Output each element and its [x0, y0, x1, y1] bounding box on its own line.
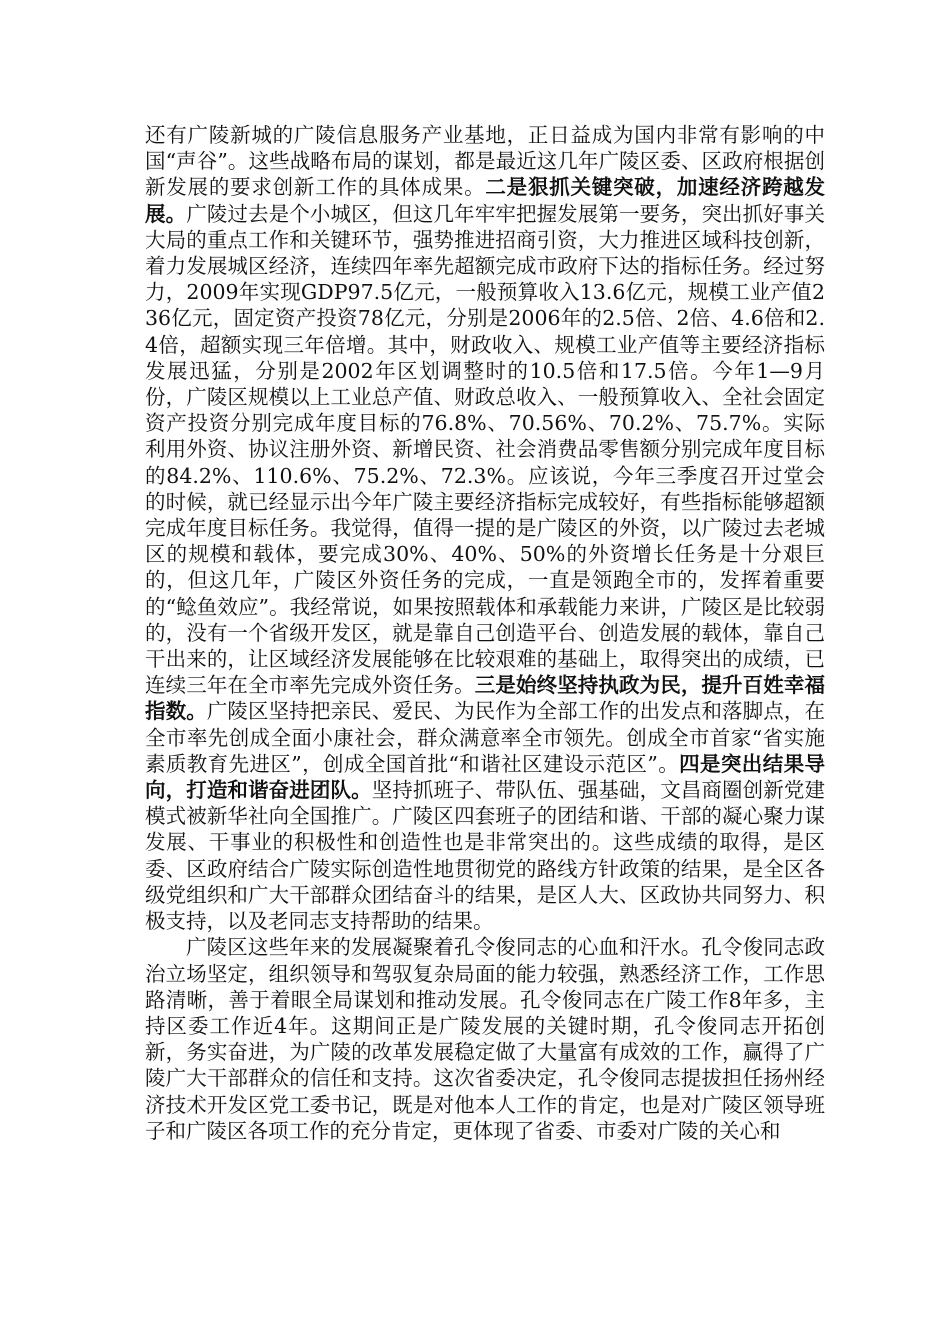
text-span: 还有广陵新城的广陵信息服务产业基地，正日益成为国内非常有影响的中国“声谷”。这些战略布局的谋划，都是最近这几年广陵区委、区政府根据创新发展的要求创新工作的具体成果。 [145, 123, 825, 200]
paragraph-achievements [145, 122, 825, 934]
text-span: 广陵区坚持把亲民、爱民、为民作为全部工作的出发点和落脚点，在全市率先创成全面小康社会，群众满意率全市领先。创成全市首家“省实施素质教育先进区”，创成全国首批“和谐社区建设示范区”。 [145, 699, 825, 776]
paragraph-kong-lingjun [145, 934, 825, 1144]
bold-heading-3: 三是始终坚持执政为民，提升百姓幸福指数。 [145, 673, 825, 724]
text-span: 广陵过去是个小城区，但这几年牢牢把握发展第一要务，突出抓好事关大局的重点工作和关键环节，强势推进招商引资，大力推进区域科技创新，着力发展城区经济，连续四年率先超额完成市政府下达的指标任务。经过努力，2009年实现GDP97.5亿元，一般预算收入13.6亿元，规模工业产值236亿元，固定资产投资78亿元，分别是2006年的2.5倍、2倍、4.6倍和2.4倍，超额实现三年倍增。其中，财政收入、规模工业产值等主要经济指标发展迅猛，分别是2002年区划调整时的10.5倍和17.5倍。今年1—9月份，广陵区规模以上工业总产值、财政总收入、一般预算收入、全社会固定资产投资分别完成年度目标的76.8%、70.56%、70.2%、75.7%。实际利用外资、协议注册外资、新增民资、社会消费品零售额分别完成年度目标的84.2%、110.6%、75.2%、72.3%。应该说，今年三季度召开过堂会的时候，就已经显示出今年广陵主要经济指标完成较好，有些指标能够超额完成年度目标任务。我觉得，值得一提的是广陵区的外资，以广陵过去老城区的规模和载体，要完成30%、40%、50%的外资增长任务是十分艰巨的，但这几年，广陵区外资任务的完成，一直是领跑全市的，发挥着重要的“鲶鱼效应”。我经常说，如果按照载体和承载能力来讲，广陵区是比较弱的，没有一个省级开发区，就是靠自己创造平台、创造发展的载体，靠自己干出来的，让区域经济发展能够在比较艰难的基础上，取得突出的成绩，已连续三年在全市率先完成外资任务。 [145, 201, 825, 698]
bold-heading-2: 二是狠抓关键突破，加速经济跨越发展。 [145, 175, 826, 226]
bold-heading-4: 四是突出结果导向，打造和谐奋进团队。 [145, 751, 825, 803]
document-page [145, 122, 825, 1144]
text-span: 坚持抓班子、带队伍、强基础，文昌商圈创新党建模式被新华社向全国推广。广陵区四套班子的团结和谐、干部的凝心聚力谋发展、干事业的积极性和创造性也是非常突出的。这些成绩的取得，是区委、区政府结合广陵实际创造性地贯彻党的路线方针政策的结果，是全区各级党组织和广大干部群众团结奋斗的结果，是区人大、区政协共同努力、积极支持，以及老同志支持帮助的结果。 [145, 778, 825, 934]
text-span: 广陵区这些年来的发展凝聚着孔令俊同志的心血和汗水。孔令俊同志政治立场坚定，组织领导和驾驭复杂局面的能力较强，熟悉经济工作，工作思路清晰，善于着眼全局谋划和推动发展。孔令俊同志在广陵工作8年多，主持区委工作近4年。这期间正是广陵发展的关键时期，孔令俊同志开拓创新，务实奋进，为广陵的改革发展稳定做了大量富有成效的工作，赢得了广陵广大干部群众的信任和支持。这次省委决定，孔令俊同志提拔担任扬州经济技术开发区党工委书记，既是对他本人工作的肯定，也是对广陵区领导班子和广陵区各项工作的充分肯定，更体现了省委、市委对广陵的关心和 [145, 935, 825, 1143]
